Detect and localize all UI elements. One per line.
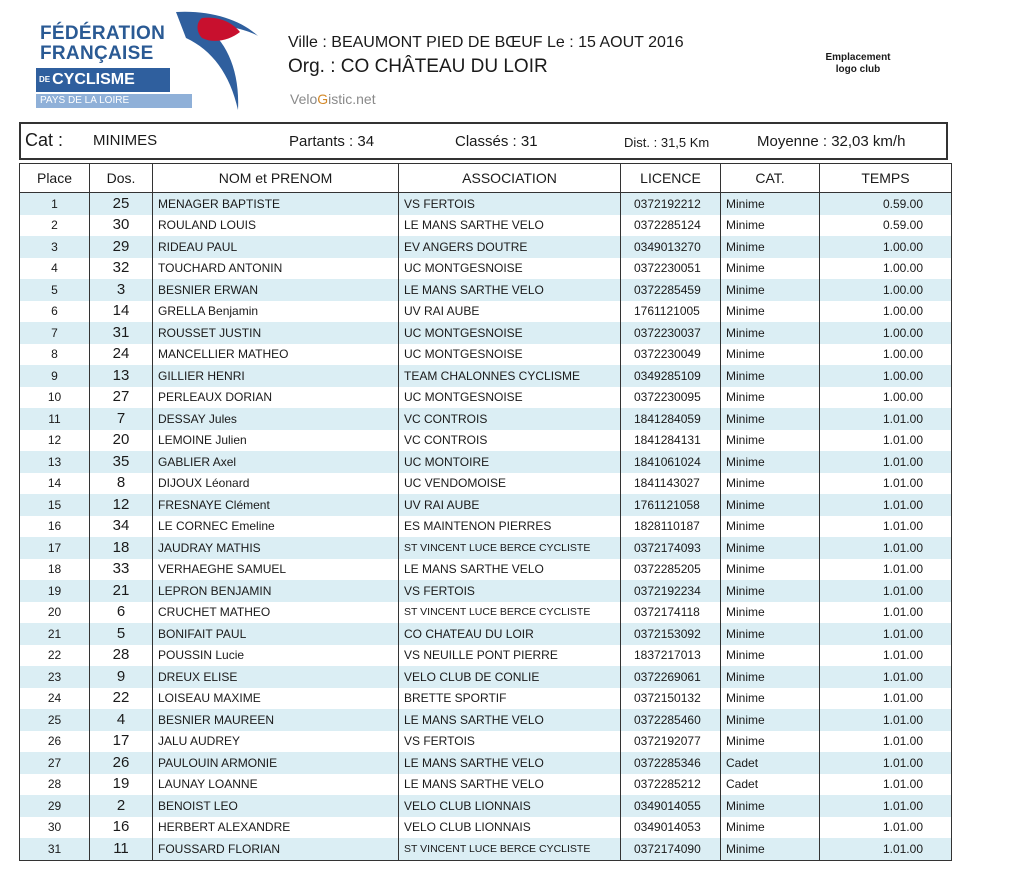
cell-licence: 0349014055 bbox=[621, 795, 721, 817]
cell-licence: 1837217013 bbox=[621, 645, 721, 667]
category-label: Cat : bbox=[25, 130, 64, 150]
emplacement-line1: Emplacement bbox=[825, 52, 891, 63]
cell-temps: 0.59.00 bbox=[820, 193, 952, 215]
cell-temps: 1.00.00 bbox=[820, 344, 952, 366]
cell-temps: 0.59.00 bbox=[820, 215, 952, 237]
cell-nom: VERHAEGHE SAMUEL bbox=[153, 559, 399, 581]
cell-temps: 1.01.00 bbox=[820, 838, 952, 860]
cell-temps: 1.01.00 bbox=[820, 473, 952, 495]
cell-licence: 0372174093 bbox=[621, 537, 721, 559]
federation-line2: FRANÇAISE bbox=[40, 43, 154, 64]
cell-cat: Minime bbox=[721, 602, 820, 624]
partants-count: Partants : 34 bbox=[289, 133, 375, 150]
cell-cat: Minime bbox=[721, 473, 820, 495]
cell-association: VS FERTOIS bbox=[399, 193, 621, 215]
table-row bbox=[20, 301, 952, 323]
cell-place: 23 bbox=[20, 666, 90, 688]
cell-licence: 0349014053 bbox=[621, 817, 721, 839]
cell-cat: Minime bbox=[721, 559, 820, 581]
cell-licence: 0372230051 bbox=[621, 258, 721, 280]
cell-temps: 1.01.00 bbox=[820, 580, 952, 602]
cell-association: UC VENDOMOISE bbox=[399, 473, 621, 495]
cell-dos: 9 bbox=[90, 666, 153, 688]
cell-nom: GILLIER HENRI bbox=[153, 365, 399, 387]
col-cat: CAT. bbox=[721, 164, 820, 193]
cell-place: 17 bbox=[20, 537, 90, 559]
table-row bbox=[20, 645, 952, 667]
cell-association: ST VINCENT LUCE BERCE CYCLISTE bbox=[399, 602, 621, 624]
federation-line1: FÉDÉRATION bbox=[40, 23, 166, 44]
cell-nom: GABLIER Axel bbox=[153, 451, 399, 473]
cell-licence: 0372174090 bbox=[621, 838, 721, 860]
cell-dos: 17 bbox=[90, 731, 153, 753]
table-row bbox=[20, 580, 952, 602]
cell-place: 3 bbox=[20, 236, 90, 258]
cell-nom: MENAGER BAPTISTE bbox=[153, 193, 399, 215]
cell-licence: 0372192212 bbox=[621, 193, 721, 215]
cell-dos: 26 bbox=[90, 752, 153, 774]
cell-temps: 1.01.00 bbox=[820, 774, 952, 796]
cell-place: 16 bbox=[20, 516, 90, 538]
cell-nom: HERBERT ALEXANDRE bbox=[153, 817, 399, 839]
table-row bbox=[20, 795, 952, 817]
col-nom: NOM et PRENOM bbox=[153, 164, 399, 193]
table-row bbox=[20, 817, 952, 839]
table-row bbox=[20, 666, 952, 688]
cell-place: 10 bbox=[20, 387, 90, 409]
cell-cat: Minime bbox=[721, 516, 820, 538]
federation-line3: CYCLISME bbox=[52, 71, 135, 89]
cell-association: LE MANS SARTHE VELO bbox=[399, 752, 621, 774]
results-body bbox=[20, 193, 952, 861]
cell-place: 1 bbox=[20, 193, 90, 215]
cell-nom: LAUNAY LOANNE bbox=[153, 774, 399, 796]
cell-licence: 0372192234 bbox=[621, 580, 721, 602]
cell-temps: 1.01.00 bbox=[820, 795, 952, 817]
cell-licence: 0372150132 bbox=[621, 688, 721, 710]
table-row bbox=[20, 774, 952, 796]
cell-dos: 5 bbox=[90, 623, 153, 645]
club-logo-placeholder bbox=[808, 52, 908, 76]
table-row bbox=[20, 258, 952, 280]
average-speed: Moyenne : 32,03 km/h bbox=[757, 133, 906, 150]
cell-nom: PAULOUIN ARMONIE bbox=[153, 752, 399, 774]
cell-association: UC MONTOIRE bbox=[399, 451, 621, 473]
cell-association: UC MONTGESNOISE bbox=[399, 258, 621, 280]
cell-place: 29 bbox=[20, 795, 90, 817]
cell-temps: 1.00.00 bbox=[820, 322, 952, 344]
cell-nom: POUSSIN Lucie bbox=[153, 645, 399, 667]
race-info-bar bbox=[19, 122, 948, 160]
cell-dos: 11 bbox=[90, 838, 153, 860]
cell-licence: 0372285459 bbox=[621, 279, 721, 301]
cell-cat: Minime bbox=[721, 731, 820, 753]
col-licence: LICENCE bbox=[621, 164, 721, 193]
cell-cat: Minime bbox=[721, 387, 820, 409]
cell-nom: ROULAND LOUIS bbox=[153, 215, 399, 237]
cell-nom: TOUCHARD ANTONIN bbox=[153, 258, 399, 280]
cell-licence: 0372230037 bbox=[621, 322, 721, 344]
cell-licence: 0372285205 bbox=[621, 559, 721, 581]
cell-dos: 4 bbox=[90, 709, 153, 731]
cell-place: 6 bbox=[20, 301, 90, 323]
cell-nom: BESNIER MAUREEN bbox=[153, 709, 399, 731]
cell-licence: 0372285124 bbox=[621, 215, 721, 237]
cell-cat: Minime bbox=[721, 817, 820, 839]
cell-temps: 1.01.00 bbox=[820, 817, 952, 839]
cell-temps: 1.01.00 bbox=[820, 645, 952, 667]
col-place: Place bbox=[20, 164, 90, 193]
table-row bbox=[20, 215, 952, 237]
cell-cat: Minime bbox=[721, 537, 820, 559]
cell-licence: 0372285460 bbox=[621, 709, 721, 731]
table-row bbox=[20, 602, 952, 624]
cell-cat: Minime bbox=[721, 645, 820, 667]
cell-dos: 19 bbox=[90, 774, 153, 796]
cell-temps: 1.01.00 bbox=[820, 623, 952, 645]
cell-dos: 8 bbox=[90, 473, 153, 495]
cell-place: 5 bbox=[20, 279, 90, 301]
velogistic-g: G bbox=[317, 91, 329, 107]
cell-licence: 0372153092 bbox=[621, 623, 721, 645]
cell-cat: Minime bbox=[721, 344, 820, 366]
cell-nom: RIDEAU PAUL bbox=[153, 236, 399, 258]
cell-association: UC MONTGESNOISE bbox=[399, 387, 621, 409]
cell-temps: 1.01.00 bbox=[820, 451, 952, 473]
cell-nom: FRESNAYE Clément bbox=[153, 494, 399, 516]
cell-nom: FOUSSARD FLORIAN bbox=[153, 838, 399, 860]
cell-place: 26 bbox=[20, 731, 90, 753]
cell-association: VELO CLUB DE CONLIE bbox=[399, 666, 621, 688]
cell-association: UV RAI AUBE bbox=[399, 494, 621, 516]
cell-association: VC CONTROIS bbox=[399, 408, 621, 430]
velogistic-c: istic.net bbox=[328, 91, 376, 107]
table-row bbox=[20, 322, 952, 344]
cell-nom: LOISEAU MAXIME bbox=[153, 688, 399, 710]
results-table bbox=[19, 163, 952, 861]
cell-dos: 25 bbox=[90, 193, 153, 215]
cell-nom: DREUX ELISE bbox=[153, 666, 399, 688]
cell-temps: 1.01.00 bbox=[820, 430, 952, 452]
table-row bbox=[20, 430, 952, 452]
cell-cat: Minime bbox=[721, 279, 820, 301]
cell-temps: 1.00.00 bbox=[820, 279, 952, 301]
cell-place: 8 bbox=[20, 344, 90, 366]
table-row bbox=[20, 688, 952, 710]
cell-temps: 1.01.00 bbox=[820, 602, 952, 624]
cell-licence: 0372192077 bbox=[621, 731, 721, 753]
cell-nom: LE CORNEC Emeline bbox=[153, 516, 399, 538]
region-banner: PAYS DE LA LOIRE bbox=[36, 94, 192, 108]
cell-cat: Minime bbox=[721, 623, 820, 645]
cell-temps: 1.01.00 bbox=[820, 688, 952, 710]
cell-association: VELO CLUB LIONNAIS bbox=[399, 817, 621, 839]
cell-dos: 3 bbox=[90, 279, 153, 301]
cell-licence: 1841284131 bbox=[621, 430, 721, 452]
cell-association: BRETTE SPORTIF bbox=[399, 688, 621, 710]
cell-association: ST VINCENT LUCE BERCE CYCLISTE bbox=[399, 537, 621, 559]
cell-dos: 32 bbox=[90, 258, 153, 280]
cell-dos: 33 bbox=[90, 559, 153, 581]
cell-association: UC MONTGESNOISE bbox=[399, 344, 621, 366]
table-row bbox=[20, 752, 952, 774]
cell-licence: 1828110187 bbox=[621, 516, 721, 538]
emplacement-line2: logo club bbox=[835, 64, 881, 75]
cell-cat: Minime bbox=[721, 322, 820, 344]
classes-count: Classés : 31 bbox=[455, 133, 538, 150]
cell-temps: 1.01.00 bbox=[820, 559, 952, 581]
cell-licence: 0372285212 bbox=[621, 774, 721, 796]
cell-place: 14 bbox=[20, 473, 90, 495]
cell-temps: 1.00.00 bbox=[820, 387, 952, 409]
cell-nom: CRUCHET MATHEO bbox=[153, 602, 399, 624]
cell-cat: Minime bbox=[721, 709, 820, 731]
cell-dos: 24 bbox=[90, 344, 153, 366]
cell-place: 9 bbox=[20, 365, 90, 387]
cell-temps: 1.01.00 bbox=[820, 408, 952, 430]
cell-temps: 1.01.00 bbox=[820, 537, 952, 559]
table-row bbox=[20, 344, 952, 366]
cell-nom: GRELLA Benjamin bbox=[153, 301, 399, 323]
velogistic-link[interactable] bbox=[290, 91, 376, 107]
cell-place: 2 bbox=[20, 215, 90, 237]
cell-place: 28 bbox=[20, 774, 90, 796]
cell-temps: 1.01.00 bbox=[820, 709, 952, 731]
distance: Dist. : 31,5 Km bbox=[624, 135, 710, 150]
cell-licence: 0372230095 bbox=[621, 387, 721, 409]
cell-association: LE MANS SARTHE VELO bbox=[399, 215, 621, 237]
table-row bbox=[20, 365, 952, 387]
cell-place: 7 bbox=[20, 322, 90, 344]
table-row bbox=[20, 537, 952, 559]
cell-dos: 14 bbox=[90, 301, 153, 323]
cell-place: 19 bbox=[20, 580, 90, 602]
table-row bbox=[20, 559, 952, 581]
cell-licence: 0349013270 bbox=[621, 236, 721, 258]
cell-cat: Minime bbox=[721, 236, 820, 258]
cell-licence: 0372174118 bbox=[621, 602, 721, 624]
cell-cat: Minime bbox=[721, 365, 820, 387]
cell-association: UC MONTGESNOISE bbox=[399, 322, 621, 344]
cell-dos: 27 bbox=[90, 387, 153, 409]
cell-association: UV RAI AUBE bbox=[399, 301, 621, 323]
cell-temps: 1.01.00 bbox=[820, 494, 952, 516]
cell-place: 21 bbox=[20, 623, 90, 645]
col-association: ASSOCIATION bbox=[399, 164, 621, 193]
cell-dos: 34 bbox=[90, 516, 153, 538]
cell-nom: LEMOINE Julien bbox=[153, 430, 399, 452]
cell-licence: 1761121058 bbox=[621, 494, 721, 516]
cell-nom: DESSAY Jules bbox=[153, 408, 399, 430]
velogistic-a: Velo bbox=[290, 91, 318, 107]
table-row bbox=[20, 193, 952, 215]
cell-licence: 0372285346 bbox=[621, 752, 721, 774]
cell-dos: 16 bbox=[90, 817, 153, 839]
cell-cat: Minime bbox=[721, 666, 820, 688]
cell-place: 22 bbox=[20, 645, 90, 667]
cell-association: LE MANS SARTHE VELO bbox=[399, 774, 621, 796]
cell-temps: 1.00.00 bbox=[820, 365, 952, 387]
cell-cat: Minime bbox=[721, 258, 820, 280]
cell-place: 30 bbox=[20, 817, 90, 839]
category-value: MINIMES bbox=[93, 132, 158, 149]
cell-cat: Minime bbox=[721, 215, 820, 237]
cell-place: 4 bbox=[20, 258, 90, 280]
cell-association: VELO CLUB LIONNAIS bbox=[399, 795, 621, 817]
cell-cat: Minime bbox=[721, 688, 820, 710]
cell-dos: 12 bbox=[90, 494, 153, 516]
cell-nom: JALU AUDREY bbox=[153, 731, 399, 753]
cell-association: VS FERTOIS bbox=[399, 580, 621, 602]
cell-licence: 1761121005 bbox=[621, 301, 721, 323]
cell-place: 12 bbox=[20, 430, 90, 452]
cell-association: LE MANS SARTHE VELO bbox=[399, 559, 621, 581]
cell-association: TEAM CHALONNES CYCLISME bbox=[399, 365, 621, 387]
cell-cat: Minime bbox=[721, 795, 820, 817]
cell-dos: 20 bbox=[90, 430, 153, 452]
cell-association: ST VINCENT LUCE BERCE CYCLISTE bbox=[399, 838, 621, 860]
cell-temps: 1.01.00 bbox=[820, 666, 952, 688]
cell-cat: Minime bbox=[721, 408, 820, 430]
table-row bbox=[20, 623, 952, 645]
table-row bbox=[20, 451, 952, 473]
cell-licence: 0372230049 bbox=[621, 344, 721, 366]
cell-temps: 1.00.00 bbox=[820, 301, 952, 323]
cell-licence: 0372269061 bbox=[621, 666, 721, 688]
cell-place: 25 bbox=[20, 709, 90, 731]
cell-place: 13 bbox=[20, 451, 90, 473]
cell-place: 24 bbox=[20, 688, 90, 710]
table-row bbox=[20, 838, 952, 860]
cell-licence: 1841061024 bbox=[621, 451, 721, 473]
cell-dos: 13 bbox=[90, 365, 153, 387]
cell-cat: Minime bbox=[721, 430, 820, 452]
organisateur: Org. : CO CHÂTEAU DU LOIR bbox=[288, 56, 548, 77]
cell-place: 27 bbox=[20, 752, 90, 774]
cell-dos: 30 bbox=[90, 215, 153, 237]
cell-cat: Minime bbox=[721, 193, 820, 215]
table-row bbox=[20, 236, 952, 258]
cell-nom: ROUSSET JUSTIN bbox=[153, 322, 399, 344]
cell-dos: 21 bbox=[90, 580, 153, 602]
cell-place: 11 bbox=[20, 408, 90, 430]
cell-dos: 6 bbox=[90, 602, 153, 624]
cell-association: VS FERTOIS bbox=[399, 731, 621, 753]
cell-dos: 31 bbox=[90, 322, 153, 344]
cell-nom: DIJOUX Léonard bbox=[153, 473, 399, 495]
cell-place: 20 bbox=[20, 602, 90, 624]
cell-dos: 22 bbox=[90, 688, 153, 710]
cell-licence: 1841284059 bbox=[621, 408, 721, 430]
cell-nom: JAUDRAY MATHIS bbox=[153, 537, 399, 559]
cell-cat: Minime bbox=[721, 451, 820, 473]
table-row bbox=[20, 494, 952, 516]
table-row bbox=[20, 516, 952, 538]
cell-dos: 2 bbox=[90, 795, 153, 817]
federation-line3-box bbox=[36, 68, 170, 92]
cell-association: LE MANS SARTHE VELO bbox=[399, 279, 621, 301]
cell-licence: 0349285109 bbox=[621, 365, 721, 387]
cell-place: 15 bbox=[20, 494, 90, 516]
cell-temps: 1.00.00 bbox=[820, 258, 952, 280]
cell-cat: Minime bbox=[721, 838, 820, 860]
table-header-row bbox=[20, 164, 952, 193]
cell-temps: 1.01.00 bbox=[820, 731, 952, 753]
ffc-logo bbox=[26, 10, 262, 114]
cell-association: ES MAINTENON PIERRES bbox=[399, 516, 621, 538]
table-row bbox=[20, 731, 952, 753]
cell-licence: 1841143027 bbox=[621, 473, 721, 495]
cell-nom: PERLEAUX DORIAN bbox=[153, 387, 399, 409]
cell-dos: 7 bbox=[90, 408, 153, 430]
cell-nom: MANCELLIER MATHEO bbox=[153, 344, 399, 366]
cell-temps: 1.01.00 bbox=[820, 752, 952, 774]
cell-place: 31 bbox=[20, 838, 90, 860]
cell-association: EV ANGERS DOUTRE bbox=[399, 236, 621, 258]
table-row bbox=[20, 279, 952, 301]
cell-temps: 1.01.00 bbox=[820, 516, 952, 538]
table-row bbox=[20, 473, 952, 495]
cell-association: LE MANS SARTHE VELO bbox=[399, 709, 621, 731]
cell-place: 18 bbox=[20, 559, 90, 581]
cell-association: VC CONTROIS bbox=[399, 430, 621, 452]
cell-nom: BESNIER ERWAN bbox=[153, 279, 399, 301]
cell-cat: Minime bbox=[721, 494, 820, 516]
col-dos: Dos. bbox=[90, 164, 153, 193]
cell-cat: Minime bbox=[721, 301, 820, 323]
cell-temps: 1.00.00 bbox=[820, 236, 952, 258]
cell-nom: BENOIST LEO bbox=[153, 795, 399, 817]
cell-cat: Minime bbox=[721, 580, 820, 602]
table-row bbox=[20, 387, 952, 409]
cell-cat: Cadet bbox=[721, 774, 820, 796]
ville-date: Ville : BEAUMONT PIED DE BŒUF Le : 15 AOUT 2016 bbox=[288, 34, 684, 51]
cell-cat: Cadet bbox=[721, 752, 820, 774]
cell-association: CO CHATEAU DU LOIR bbox=[399, 623, 621, 645]
cell-dos: 35 bbox=[90, 451, 153, 473]
cell-dos: 18 bbox=[90, 537, 153, 559]
table-row bbox=[20, 408, 952, 430]
federation-de: DE bbox=[39, 75, 51, 84]
cell-dos: 28 bbox=[90, 645, 153, 667]
table-row bbox=[20, 709, 952, 731]
cell-nom: LEPRON BENJAMIN bbox=[153, 580, 399, 602]
cell-nom: BONIFAIT PAUL bbox=[153, 623, 399, 645]
cell-dos: 29 bbox=[90, 236, 153, 258]
col-temps: TEMPS bbox=[820, 164, 952, 193]
cell-association: VS NEUILLE PONT PIERRE bbox=[399, 645, 621, 667]
